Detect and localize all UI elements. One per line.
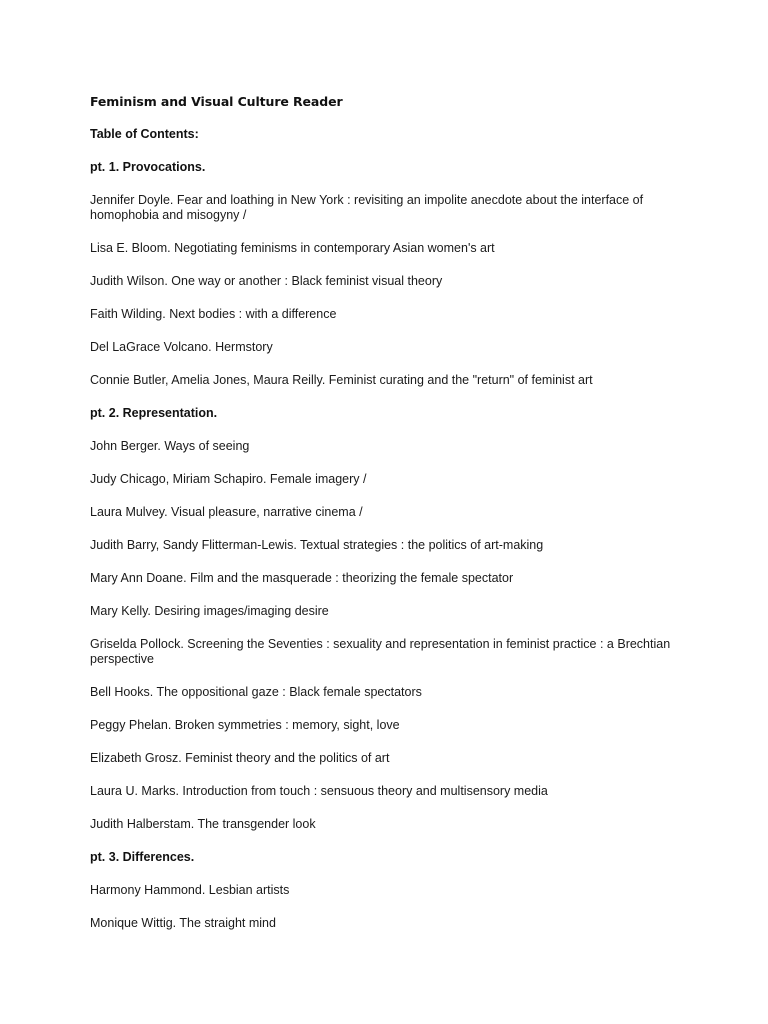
- toc-entry: Griselda Pollock. Screening the Seventies : sexuality and representation in feminist practice : a Brechtian perspective: [90, 637, 671, 666]
- toc-entry: Laura U. Marks. Introduction from touch : sensuous theory and multisensory media: [90, 784, 548, 798]
- toc-entry: Elizabeth Grosz. Feminist theory and the politics of art: [90, 751, 390, 765]
- part-heading-representation: pt. 2. Representation.: [90, 406, 218, 420]
- toc-entry: Judith Halberstam. The transgender look: [90, 817, 316, 831]
- toc-entry: Peggy Phelan. Broken symmetries : memory, sight, love: [90, 718, 400, 732]
- toc-entry: Del LaGrace Volcano. Hermstory: [90, 340, 273, 354]
- toc-entry: Judy Chicago, Miriam Schapiro. Female imagery /: [90, 472, 367, 486]
- toc-entry: Judith Wilson. One way or another : Black feminist visual theory: [90, 274, 443, 288]
- toc-entry: John Berger. Ways of seeing: [90, 439, 250, 453]
- toc-entry: Harmony Hammond. Lesbian artists: [90, 883, 290, 897]
- toc-entry: Connie Butler, Amelia Jones, Maura Reilly. Feminist curating and the "return" of feminist art: [90, 373, 593, 387]
- part-heading-provocations: pt. 1. Provocations.: [90, 160, 206, 174]
- toc-entry: Bell Hooks. The oppositional gaze : Black female spectators: [90, 685, 422, 699]
- toc-entry: Lisa E. Bloom. Negotiating feminisms in contemporary Asian women's art: [90, 241, 495, 255]
- toc-entry: Faith Wilding. Next bodies : with a difference: [90, 307, 337, 321]
- toc-entry: Judith Barry, Sandy Flitterman-Lewis. Textual strategies : the politics of art-making: [90, 538, 544, 552]
- part-heading-differences: pt. 3. Differences.: [90, 850, 195, 864]
- document-title: Feminism and Visual Culture Reader: [90, 94, 343, 109]
- toc-entry: Monique Wittig. The straight mind: [90, 916, 276, 930]
- toc-entry: Mary Ann Doane. Film and the masquerade : theorizing the female spectator: [90, 571, 514, 585]
- toc-heading: Table of Contents:: [90, 127, 199, 141]
- toc-entry: Mary Kelly. Desiring images/imaging desire: [90, 604, 329, 618]
- toc-entry: Jennifer Doyle. Fear and loathing in New York : revisiting an impolite anecdote about the interface of homophobia and misogyny /: [90, 193, 644, 222]
- toc-entry: Laura Mulvey. Visual pleasure, narrative cinema /: [90, 505, 363, 519]
